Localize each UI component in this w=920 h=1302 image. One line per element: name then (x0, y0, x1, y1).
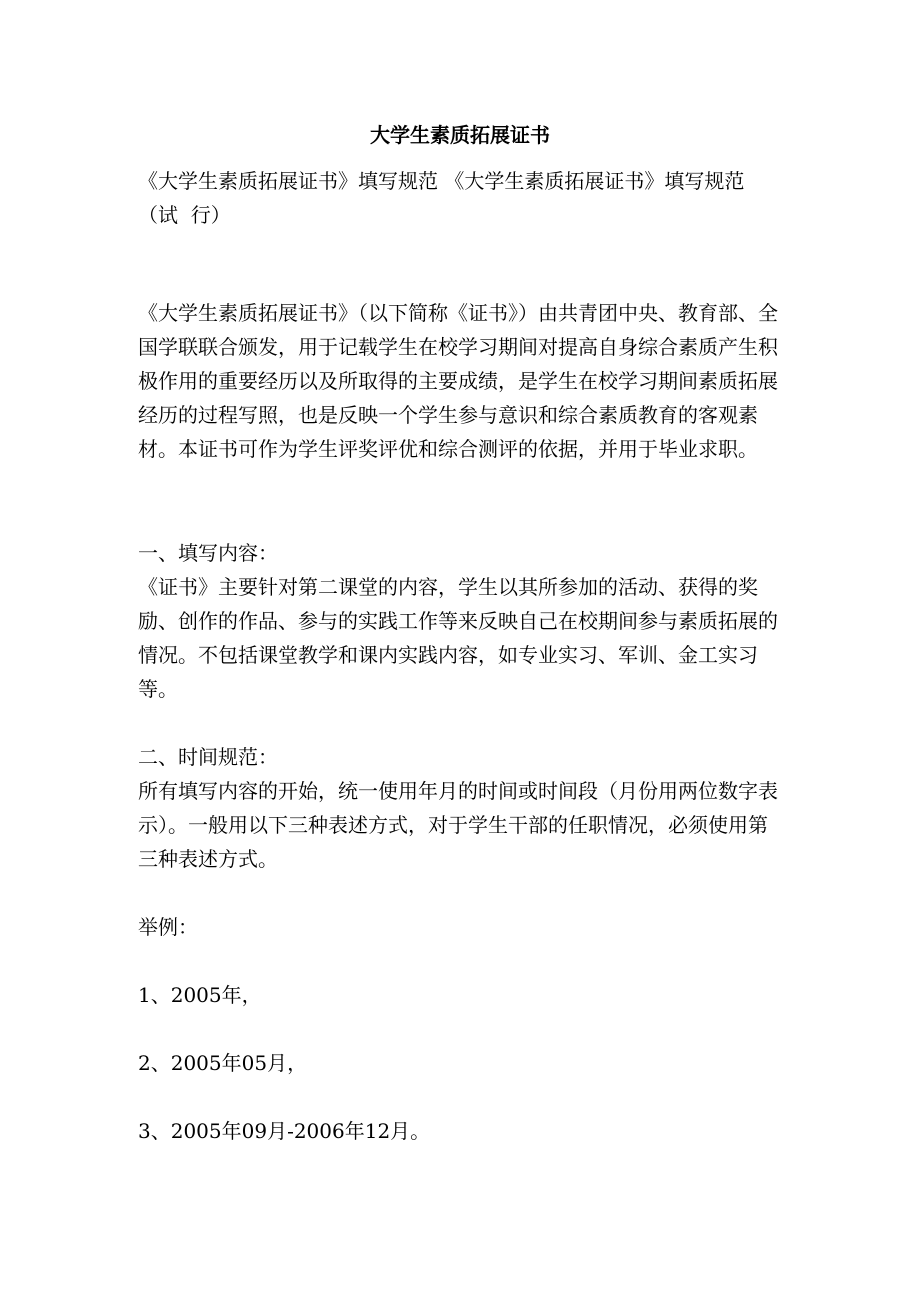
section1-body: 《证书》主要针对第二课堂的内容，学生以其所参加的活动、获得的奖励、创作的作品、参与的实践工作等来反映自己在校期间参与素质拓展的情况。不包括课堂教学和课内实践内容，如专业实习、军训、金工实习等。 (138, 575, 778, 701)
section2-heading: 二、时间规范： (138, 745, 278, 769)
heading-line: 《大学生素质拓展证书》填写规范 《大学生素质拓展证书》填写规范 (138, 169, 745, 193)
section2-body: 所有填写内容的开始，统一使用年月的时间或时间段（月份用两位数字表示）。一般用以下三种表述方式，对于学生干部的任职情况，必须使用第三种表述方式。 (138, 779, 778, 871)
example-item-2: 2、2005年05月， (138, 1051, 308, 1075)
document-title: 大学生素质拓展证书 (370, 123, 550, 147)
trial-note: （试 行） (138, 203, 231, 227)
section2 (138, 740, 786, 876)
intro-paragraph: 《大学生素质拓展证书》（以下简称《证书》）由共青团中央、教育部、全国学联联合颁发，用于记载学生在校学习期间对提高自身综合素质产生积极作用的重要经历以及所取得的主要成绩，是学生在校学习期间素质拓展经历的过程写照，也是反映一个学生参与意识和综合素质教育的客观素材。本证书可作为学生评奖评优和综合测评的依据，并用于毕业求职。 (138, 301, 778, 461)
section1 (138, 536, 786, 706)
example-item-3: 3、2005年09月-2006年12月。 (138, 1119, 431, 1143)
heading-block (138, 164, 786, 232)
example-label: 举例： (138, 915, 198, 939)
example-item-1: 1、2005年， (138, 983, 262, 1007)
section1-heading: 一、填写内容： (138, 541, 278, 565)
